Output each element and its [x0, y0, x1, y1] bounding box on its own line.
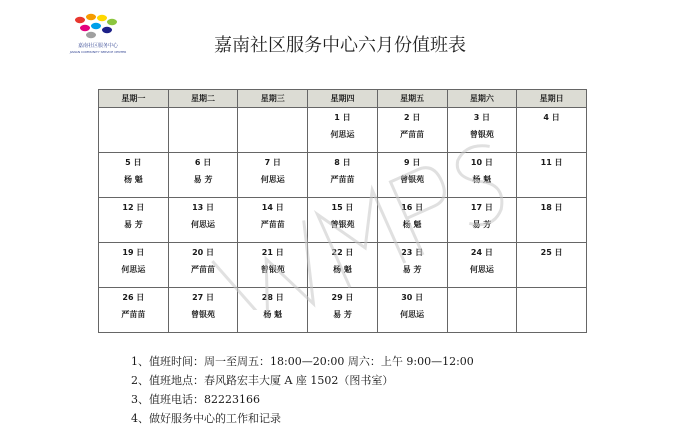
day-number: 30 日 — [401, 293, 424, 302]
day-number: 21 日 — [261, 248, 284, 257]
day-number: 23 日 — [401, 248, 424, 257]
day-cell — [238, 288, 308, 333]
day-number: 28 日 — [261, 293, 284, 302]
day-number: 22 日 — [331, 248, 354, 257]
day-cell — [517, 153, 587, 198]
day-cell — [99, 198, 169, 243]
duty-person: 何思运 — [469, 265, 494, 274]
duty-person: 何思运 — [260, 175, 285, 184]
duty-person: 杨 魁 — [263, 310, 283, 319]
note-duty-phone: 3、值班电话：82223166 — [131, 393, 260, 406]
day-cell — [517, 198, 587, 243]
day-cell — [238, 153, 308, 198]
duty-person: 曾银苑 — [469, 130, 494, 139]
day-cell — [447, 108, 517, 153]
duty-person: 杨 魁 — [123, 175, 143, 184]
duty-person: 易 芳 — [333, 310, 352, 319]
duty-person: 严苗苗 — [191, 265, 216, 274]
table-row — [99, 153, 587, 198]
duty-notes — [131, 352, 474, 428]
table-body — [99, 108, 587, 333]
note-duty-time: 1、值班时间：周一至周五：18:00—20:00 周六：上午 9:00—12:00 — [131, 355, 474, 368]
day-cell — [447, 198, 517, 243]
day-cell — [447, 243, 517, 288]
page-title: 嘉南社区服务中心六月份值班表 — [214, 35, 466, 56]
day-number: 14 日 — [261, 203, 284, 212]
day-number: 5 日 — [125, 158, 142, 167]
header-fri: 星期五 — [377, 90, 447, 108]
duty-person: 易 芳 — [123, 220, 143, 229]
day-cell — [308, 108, 378, 153]
day-cell — [517, 108, 587, 153]
day-cell — [168, 153, 238, 198]
day-cell — [99, 153, 169, 198]
day-cell — [238, 243, 308, 288]
day-number: 29 日 — [331, 293, 354, 302]
day-number: 3 日 — [473, 113, 491, 122]
day-number: 7 日 — [264, 158, 281, 167]
table-row — [99, 288, 587, 333]
day-cell — [517, 243, 587, 288]
day-cell — [447, 153, 517, 198]
day-number: 15 日 — [331, 203, 354, 212]
day-cell — [238, 108, 308, 153]
duty-schedule-table — [98, 89, 587, 333]
note-duty-task: 4、做好服务中心的工作和记录 — [131, 412, 281, 425]
logo-text: 嘉南社区服务中心 — [77, 43, 118, 49]
day-number: 27 日 — [192, 293, 215, 302]
day-number: 10 日 — [470, 158, 493, 167]
day-cell — [377, 198, 447, 243]
table-row — [99, 243, 587, 288]
day-cell — [517, 288, 587, 333]
day-number: 9 日 — [403, 158, 421, 167]
day-cell — [168, 243, 238, 288]
day-number: 13 日 — [192, 203, 215, 212]
day-number: 16 日 — [401, 203, 424, 212]
day-number: 24 日 — [470, 248, 493, 257]
day-cell — [377, 243, 447, 288]
header-wed: 星期三 — [238, 90, 308, 108]
header-mon: 星期一 — [99, 90, 169, 108]
day-cell — [308, 153, 378, 198]
day-cell — [308, 288, 378, 333]
day-cell — [168, 198, 238, 243]
duty-person: 严苗苗 — [330, 175, 355, 184]
duty-person: 何思运 — [330, 130, 355, 139]
day-number: 18 日 — [540, 203, 563, 212]
duty-person: 严苗苗 — [121, 310, 146, 319]
day-cell — [377, 153, 447, 198]
day-cell — [377, 288, 447, 333]
duty-person: 曾银苑 — [400, 175, 425, 184]
duty-person: 曾银苑 — [191, 310, 216, 319]
duty-person: 严苗苗 — [400, 130, 425, 139]
duty-person: 易 芳 — [193, 175, 213, 184]
day-number: 17 日 — [470, 203, 493, 212]
day-number: 11 日 — [540, 158, 563, 167]
day-cell — [99, 108, 169, 153]
day-number: 20 日 — [192, 248, 215, 257]
duty-person: 易 芳 — [402, 265, 422, 274]
day-number: 26 日 — [122, 293, 145, 302]
duty-person: 曾银苑 — [260, 265, 285, 274]
duty-person: 杨 魁 — [402, 220, 422, 229]
day-number: 19 日 — [122, 248, 145, 257]
header-sat: 星期六 — [447, 90, 517, 108]
day-number: 1 日 — [334, 113, 351, 122]
header-sun: 星期日 — [517, 90, 587, 108]
duty-person: 何思运 — [191, 220, 216, 229]
duty-person: 杨 魁 — [333, 265, 352, 274]
duty-person: 何思运 — [400, 310, 425, 319]
day-cell — [99, 288, 169, 333]
day-cell — [168, 108, 238, 153]
day-number: 4 日 — [543, 113, 560, 122]
logo-subtext: JIANAN COMMUNITY SERVICE CENTER — [69, 50, 127, 54]
duty-person: 易 芳 — [472, 220, 492, 229]
day-cell — [308, 198, 378, 243]
table-row — [99, 198, 587, 243]
day-number: 6 日 — [194, 158, 212, 167]
duty-person: 何思运 — [121, 265, 146, 274]
day-number: 25 日 — [540, 248, 563, 257]
duty-person: 杨 魁 — [472, 175, 492, 184]
header-thu: 星期四 — [308, 90, 378, 108]
day-cell — [308, 243, 378, 288]
table-header-row — [99, 90, 587, 108]
day-number: 2 日 — [403, 113, 421, 122]
note-duty-location: 2、值班地点：春风路宏丰大厦 A 座 1502（图书室） — [131, 374, 394, 387]
day-cell — [238, 198, 308, 243]
duty-person: 严苗苗 — [260, 220, 285, 229]
day-cell — [168, 288, 238, 333]
header-tue: 星期二 — [168, 90, 238, 108]
day-cell — [447, 288, 517, 333]
day-cell — [99, 243, 169, 288]
day-number: 12 日 — [122, 203, 145, 212]
day-number: 8 日 — [334, 158, 351, 167]
day-cell — [377, 108, 447, 153]
table-row — [99, 108, 587, 153]
duty-person: 曾银苑 — [330, 220, 355, 229]
